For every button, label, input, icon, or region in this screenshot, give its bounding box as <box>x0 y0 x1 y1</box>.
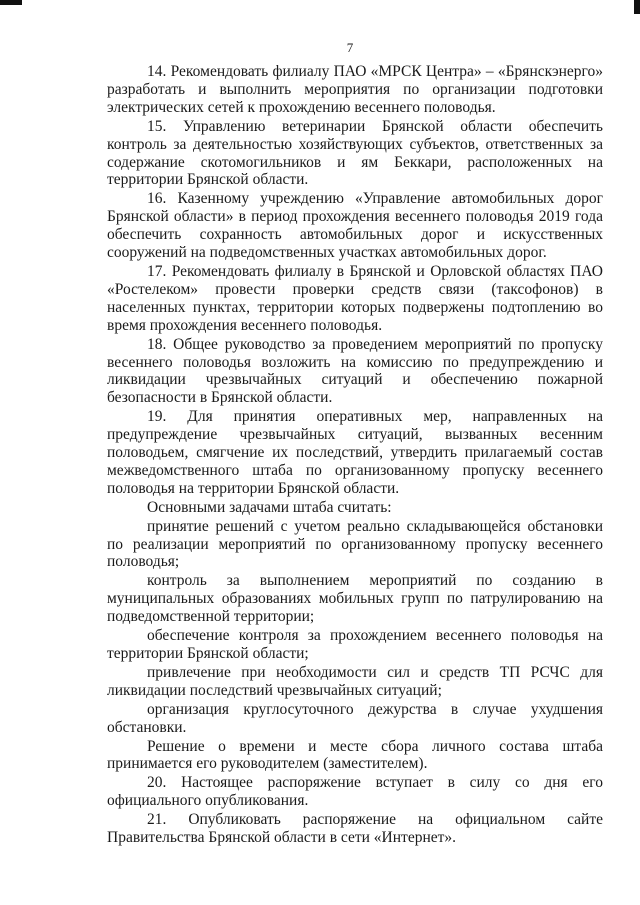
paragraph-item-16: 16. Казенному учреждению «Управление автомобильных дорог Брянской области» в период прохождения весеннего половодья 2019 года обеспечить сохранность автомобильных дорог и искусственных сооружений на подведомственных участках автомобильных дорог. <box>107 190 603 262</box>
paragraph-item-20: 20. Настоящее распоряжение вступает в силу со дня его официального опубликования. <box>107 774 603 810</box>
paragraph-item-18: 18. Общее руководство за проведением мероприятий по пропуску весеннего половодья возложить на комиссию по предупреждению и ликвидации чрезвычайных ситуаций и обеспечению пожарной безопасности в Брянской области. <box>107 335 603 407</box>
staff-task-decisions: принятие решений с учетом реально складывающейся обстановки по реализации мероприятий по организованному пропуску весеннего половодья; <box>107 517 603 571</box>
paragraph-item-21: 21. Опубликовать распоряжение на официальном сайте Правительства Брянской области в сети «Интернет». <box>107 811 603 847</box>
paragraph-item-17: 17. Рекомендовать филиалу в Брянской и Орловской областях ПАО «Ростелеком» провести проверки средств связи (таксофонов) в населенных пунктах, территории которых подвержены подтоплению во время прохождения весеннего половодья. <box>107 262 603 334</box>
page-number: 7 <box>346 40 354 55</box>
staff-task-flood-control: обеспечение контроля за прохождением весеннего половодья на территории Брянской области; <box>107 627 603 662</box>
staff-task-resources: привлечение при необходимости сил и средств ТП РСЧС для ликвидации последствий чрезвычайных ситуаций; <box>107 663 603 699</box>
paragraph-item-14: 14. Рекомендовать филиалу ПАО «МРСК Центра» – «Брянскэнерго» разработать и выполнить мероприятия по организации подготовки электрических сетей к прохождению весеннего половодья. <box>107 63 603 116</box>
staff-tasks-heading: Основными задачами штаба считать: <box>147 498 392 516</box>
document-body <box>107 63 603 847</box>
staff-task-duty: организация круглосуточного дежурства в случае ухудшения обстановки. <box>107 700 603 736</box>
paragraph-item-15: 15. Управлению ветеринарии Брянской области обеспечить контроль за деятельностью хозяйствующих субъектов, ответственных за содержание скотомогильников и ям Беккари, расположенных на территории Брянской области. <box>107 117 603 189</box>
paragraph-item-19: 19. Для принятия оперативных мер, направленных на предупреждение чрезвычайных ситуаций, вызванных весенним половодьем, смягчение их последствий, утвердить прилагаемый состав межведомственного штаба по организованному пропуску весеннего половодья на территории Брянской области. <box>107 408 603 497</box>
scan-corner-mark-right <box>634 0 640 14</box>
staff-assembly-decision: Решение о времени и месте сбора личного состава штаба принимается его руководителем (заместителем). <box>107 737 603 773</box>
staff-task-mobile-groups: контроль за выполнением мероприятий по созданию в муниципальных образованиях мобильных групп по патрулированию на подведомственной территории; <box>107 572 603 626</box>
scan-corner-mark-left <box>0 0 22 5</box>
